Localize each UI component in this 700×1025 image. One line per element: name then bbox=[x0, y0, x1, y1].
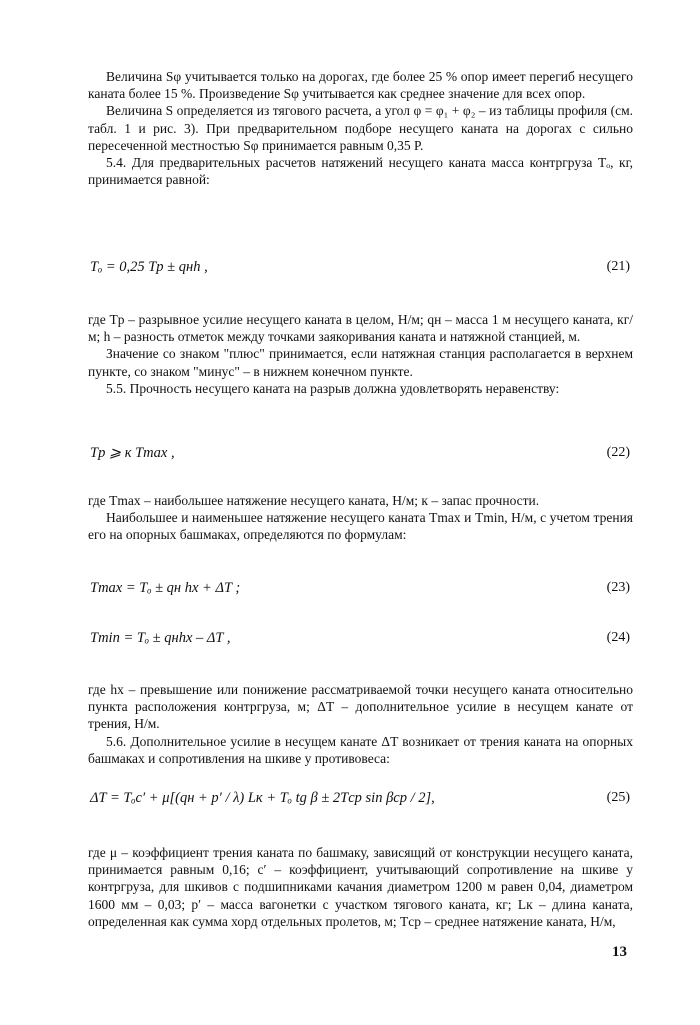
formula-21-expression: Tₒ = 0,25 Tр ± qнh , bbox=[90, 259, 208, 275]
formula-24 bbox=[90, 630, 630, 647]
formula-25 bbox=[90, 790, 630, 807]
paragraph-2: Величина S определяется из тягового расчета, а угол φ = φ₁ + φ₂ – из таблицы профиля (см. табл. 1 и рис. 3). При предварительном подборе несущего каната на дорогах с сильно пересеченной местностью Sφ принимается равным 0,35 P. bbox=[88, 103, 633, 153]
paragraph-10: 5.6. Дополнительное усилие в несущем канате ΔT возникает от трения каната на опорных башмаках и сопротивления на шкиве у противовеса: bbox=[88, 733, 633, 766]
text-block-top bbox=[88, 68, 633, 188]
formula-24-expression: Tmin = Tₒ ± qнhx – ΔT , bbox=[90, 630, 231, 646]
formula-25-expression: ΔT = Tₒc′ + μ[(qн + p′ / λ) Lк + Tₒ tg β ± 2Tср sin βср / 2], bbox=[90, 790, 435, 806]
formula-23-number: (23) bbox=[606, 580, 630, 595]
text-block-5 bbox=[88, 844, 633, 930]
text-block-4 bbox=[88, 681, 633, 767]
formula-25-number: (25) bbox=[606, 790, 630, 805]
formula-21 bbox=[90, 259, 630, 276]
page-number: 13 bbox=[612, 944, 627, 960]
formula-22-number: (22) bbox=[606, 445, 630, 460]
formula-24-number: (24) bbox=[606, 630, 630, 645]
formula-21-number: (21) bbox=[606, 259, 630, 274]
formula-23 bbox=[90, 580, 630, 597]
formula-22 bbox=[90, 445, 630, 462]
paragraph-6: 5.5. Прочность несущего каната на разрыв должна удовлетворять неравенству: bbox=[106, 380, 560, 396]
paragraph-3: 5.4. Для предварительных расчетов натяжений несущего каната масса контргруза Tₒ, кг, принимается равной: bbox=[88, 155, 633, 188]
paragraph-7: где Tmax – наибольшее натяжение несущего каната, Н/м; к – запас прочности. bbox=[88, 493, 540, 508]
paragraph-9: где hx – превышение или понижение рассматриваемой точки несущего каната относительно пункта расположения контргруза, м; ΔT – дополнительное усилие в несущем канате от трения, Н/м. bbox=[88, 682, 633, 732]
paragraph-11: где μ – коэффициент трения каната по башмаку, зависящий от конструкции несущего каната, принимается равным 0,16; c′ – коэффициент, учитывающий сопротивление на шкиве у контргруза, для шкивов с подшипниками качания диаметром 1200 м равен 0,04, диаметром 1600 мм – 0,03; p′ – масса вагонетки с участком тягового каната, кг; Lк – длина каната, определенная как сумма хорд отдельных пролетов, м; Tср – среднее натяжение каната, Н/м, bbox=[88, 845, 633, 929]
formula-22-expression: Tр ⩾ к Tmax , bbox=[90, 445, 175, 461]
paragraph-5: Значение со знаком "плюс" принимается, если натяжная станция располагается в верхнем пункте, со знаком "минус" – в нижнем конечном пункте. bbox=[88, 346, 633, 379]
formula-23-expression: Tmax = Tₒ ± qн hx + ΔT ; bbox=[90, 580, 241, 596]
paragraph-4: где Tр – разрывное усилие несущего каната в целом, Н/м; qн – масса 1 м несущего каната, кг/м; h – разность отметок между точками заякоривания каната и натяжной станцией, м. bbox=[88, 312, 633, 345]
text-block-2 bbox=[88, 311, 633, 397]
text-block-3 bbox=[88, 492, 633, 544]
paragraph-1: Величина Sφ учитывается только на дорогах, где более 25 % опор имеет перегиб несущего каната более 15 %. Произведение Sφ учитывается как среднее значение для всех опор. bbox=[88, 69, 633, 102]
paragraph-8: Наибольшее и наименьшее натяжение несущего каната Tmax и Tmin, Н/м, с учетом трения его на опорных башмаках, определяются по формулам: bbox=[88, 510, 633, 543]
